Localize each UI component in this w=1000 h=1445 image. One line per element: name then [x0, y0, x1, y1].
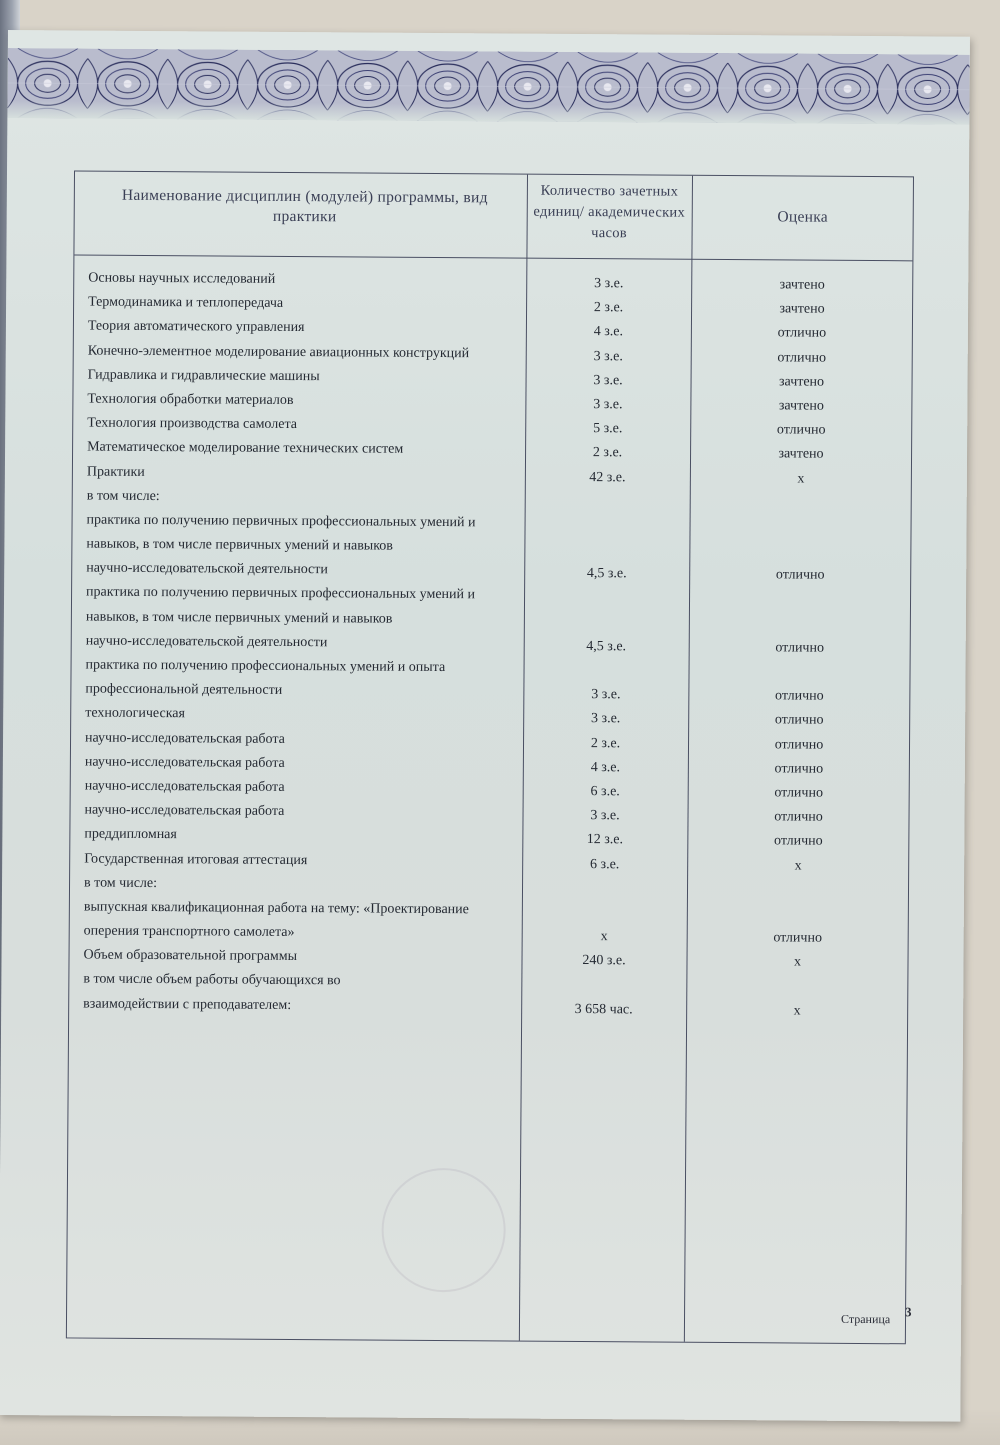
row-grade: зачтено	[779, 277, 825, 293]
row-grade	[687, 906, 909, 908]
row-units: 4 з.е.	[590, 759, 621, 776]
table-row	[69, 993, 909, 1023]
row-grade: отлично	[774, 736, 824, 753]
row-name: научно-исследовательская работа	[84, 754, 285, 771]
row-name: научно-исследовательская работа	[84, 778, 285, 795]
row-units: 3 з.е.	[591, 687, 621, 703]
row-name: Государственная итоговая аттестация	[84, 851, 308, 868]
row-units: 3 з.е.	[594, 276, 624, 292]
row-units: 12 з.е.	[586, 832, 624, 848]
row-units: 2 з.е.	[592, 445, 623, 461]
row-units: 6 з.е.	[590, 856, 620, 872]
row-units: 4,5 з.е.	[586, 638, 627, 655]
row-grade: отлично	[775, 640, 825, 656]
row-name: Термодинамика и теплопередача	[88, 294, 284, 312]
row-name: в том числе:	[83, 875, 158, 891]
row-name: практика по получению профессиональных умений и опыта	[85, 657, 446, 676]
row-grade: отлично	[774, 761, 824, 777]
row-grade: зачтено	[779, 301, 825, 317]
row-grade	[687, 881, 909, 883]
header-divider	[74, 254, 912, 261]
row-units: 3 з.е.	[590, 808, 620, 824]
row-grade: х	[793, 1003, 801, 1019]
row-name: Теория автоматического управления	[87, 318, 305, 336]
row-grade	[690, 519, 912, 521]
row-name: Конечно-элементное моделирование авиационных конструкций	[87, 343, 470, 361]
row-grade	[686, 978, 908, 980]
row-name: технологическая	[85, 705, 186, 722]
row-units	[524, 614, 689, 615]
row-grade	[689, 543, 911, 545]
row-units: 3 з.е.	[593, 372, 623, 389]
page-number: 3	[905, 1304, 912, 1320]
document-page	[0, 30, 970, 1422]
row-name: Технология производства самолета	[87, 415, 298, 433]
row-name: оперения транспортного самолета»	[83, 923, 295, 941]
row-grade	[689, 615, 911, 617]
row-units	[525, 517, 690, 518]
row-units	[522, 880, 687, 881]
row-name: Математическое моделирование технических систем	[87, 439, 404, 458]
row-grade: отлично	[777, 349, 827, 366]
row-grade: зачтено	[778, 398, 824, 414]
row-units: х	[600, 929, 608, 945]
row-grade: отлично	[774, 712, 824, 729]
row-grade: отлично	[774, 785, 824, 801]
row-name: научно-исследовательской деятельности	[85, 633, 328, 651]
row-units	[524, 590, 689, 591]
row-units: 3 з.е.	[593, 397, 623, 413]
row-grade: х	[793, 954, 802, 970]
row-name: навыков, в том числе первичных умений и навыков	[85, 609, 393, 627]
row-units: 2 з.е.	[593, 300, 624, 316]
row-units: 42 з.е.	[589, 469, 626, 485]
row-units	[524, 663, 689, 664]
row-units: 2 з.е.	[590, 735, 621, 751]
grades-table	[66, 170, 914, 1344]
row-units: 3 658 час.	[574, 1001, 633, 1018]
row-grade: отлично	[776, 422, 826, 438]
row-name: Технология обработки материалов	[87, 391, 294, 408]
row-grade: отлично	[775, 688, 824, 704]
row-grade: отлично	[774, 809, 823, 825]
row-name: навыков, в том числе первичных умений и навыков	[86, 536, 394, 554]
row-name: взаимодействии с преподавателем:	[83, 996, 292, 1013]
row-grade: зачтено	[778, 446, 824, 463]
row-grade	[689, 664, 911, 666]
row-grade: отлично	[777, 325, 827, 342]
row-units: 6 з.е.	[590, 784, 620, 800]
row-grade: отлично	[773, 833, 823, 850]
row-grade	[690, 494, 912, 496]
row-name: научно-исследовательская работа	[84, 802, 285, 820]
row-units	[521, 977, 686, 978]
row-name: Практики	[86, 464, 145, 480]
row-units: 3 з.е.	[591, 711, 621, 727]
row-name: научно-исследовательская работа	[85, 730, 285, 747]
row-name: научно-исследовательской деятельности	[86, 560, 328, 578]
row-name: Основы научных исследований	[88, 270, 276, 287]
column-header-name: Наименование дисциплин (модулей) программы, вид практики	[121, 186, 488, 226]
row-grade: отлично	[773, 930, 823, 946]
row-grade: зачтено	[778, 374, 825, 390]
row-grade: х	[797, 471, 805, 487]
row-name: практика по получению первичных профессиональных умений и	[86, 512, 476, 531]
row-grade: х	[794, 858, 802, 874]
decorative-border	[7, 48, 969, 125]
row-units	[524, 542, 689, 543]
row-name: практика по получению первичных профессиональных умений и	[86, 584, 476, 603]
row-units: 3 з.е.	[593, 348, 623, 364]
table-body	[69, 267, 914, 1023]
row-units: 240 з.е.	[582, 953, 626, 969]
row-units: 4,5 з.е.	[586, 566, 627, 582]
row-grade: отлично	[775, 567, 825, 583]
row-name: Гидравлика и гидравлические машины	[87, 367, 320, 384]
row-units: 4 з.е.	[593, 324, 624, 340]
row-units	[525, 493, 690, 494]
row-units: 5 з.е.	[593, 421, 623, 437]
row-grade	[689, 591, 911, 593]
row-units	[522, 904, 687, 905]
row-name: Объем образовательной программы	[83, 947, 298, 965]
row-name: преддипломная	[84, 826, 177, 843]
row-name: в том числе:	[86, 488, 160, 504]
row-name: профессиональной деятельности	[85, 681, 283, 699]
page-label: Страница	[840, 1311, 891, 1327]
row-name: в том числе объем работы обучающихся во	[83, 971, 341, 989]
column-header-grade: Оценка	[777, 208, 829, 226]
row-name: выпускная квалификационная работа на тему: «Проектирование	[83, 899, 469, 918]
column-header-units: Количество зачетных единиц/ академических часов	[533, 182, 686, 242]
